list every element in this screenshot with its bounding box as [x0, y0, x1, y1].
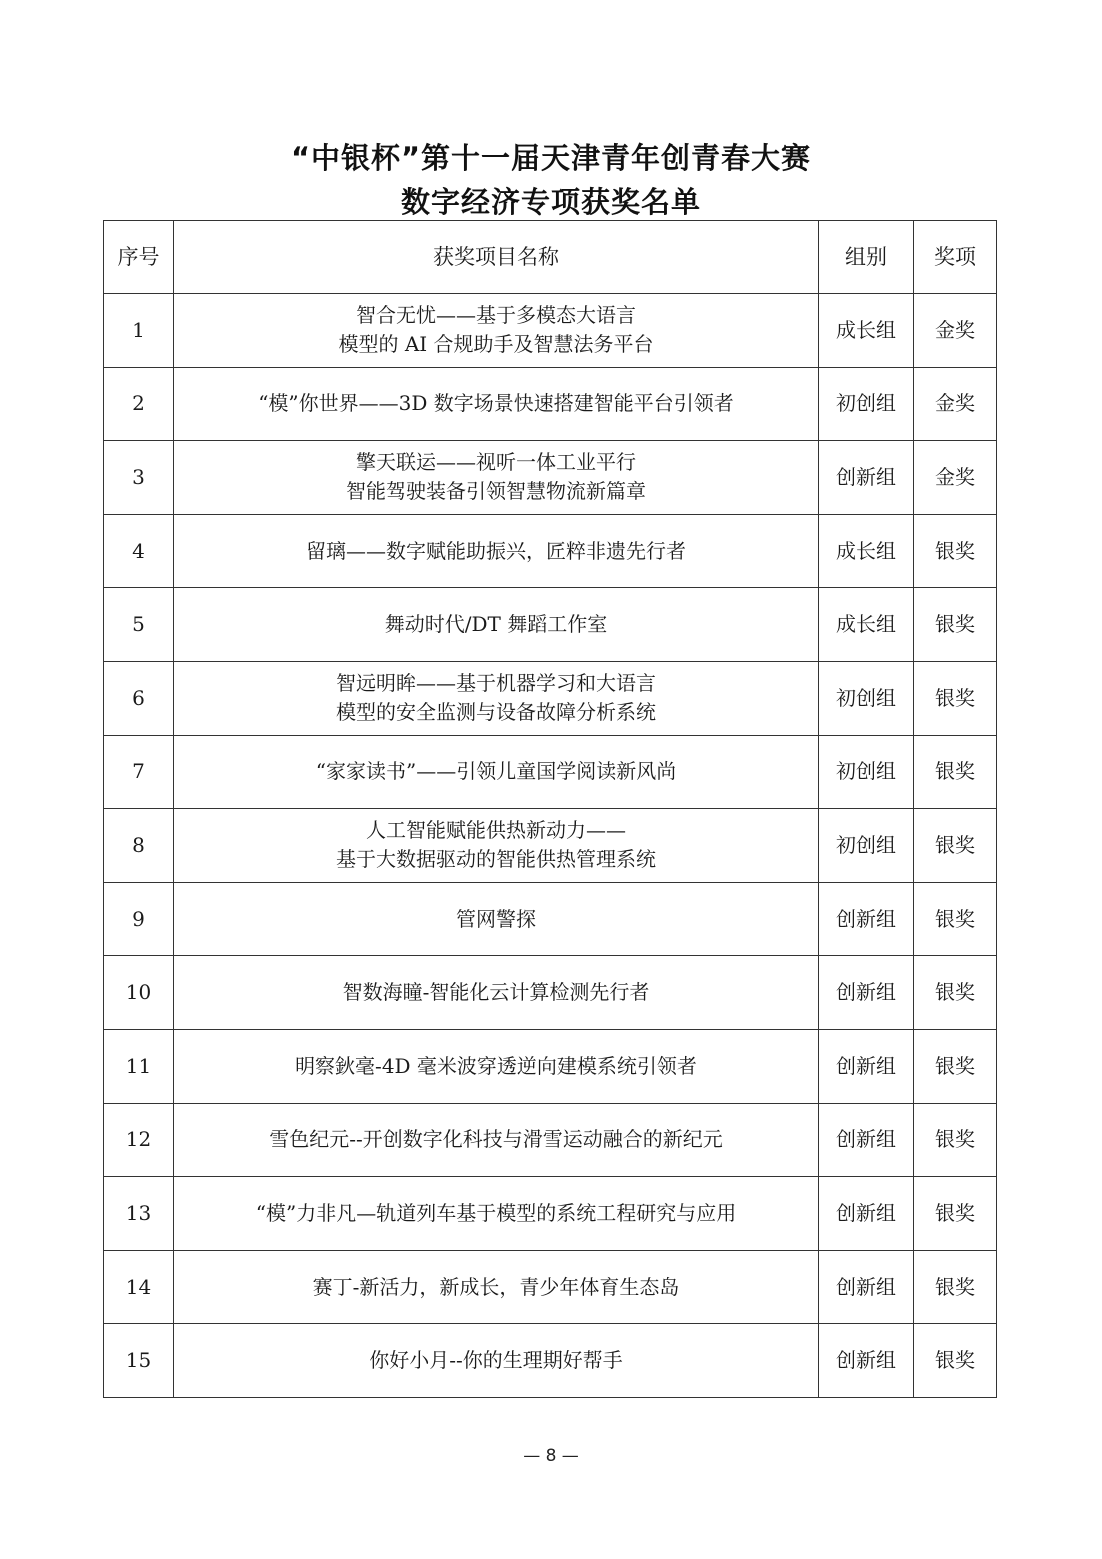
- document-subtitle: 数字经济专项获奖名单: [400, 185, 701, 219]
- group-cell: 成长组: [819, 514, 914, 588]
- project-name-line: “模”你世界——3D 数字场景快速搭建智能平台引领者: [258, 391, 734, 416]
- project-name: [174, 588, 819, 662]
- row-number: 1: [104, 294, 174, 368]
- award-cell: 银奖: [914, 661, 997, 735]
- award-cell: 金奖: [914, 367, 997, 441]
- group-cell: 成长组: [819, 588, 914, 662]
- project-name: [174, 956, 819, 1030]
- project-name-line: 你好小月--你的生理期好帮手: [369, 1348, 623, 1373]
- row-number: 15: [104, 1324, 174, 1398]
- row-number: 4: [104, 514, 174, 588]
- award-cell: 银奖: [914, 882, 997, 956]
- row-number: 14: [104, 1250, 174, 1324]
- project-name: [174, 1324, 819, 1398]
- group-cell: 成长组: [819, 294, 914, 368]
- group-cell: 创新组: [819, 882, 914, 956]
- project-name: [174, 514, 819, 588]
- award-table: [103, 220, 997, 1398]
- project-name-line: 模型的 AI 合规助手及智慧法务平台: [338, 332, 654, 357]
- table-row: [104, 661, 997, 735]
- project-name-line: “家家读书”——引领儿童国学阅读新风尚: [315, 759, 677, 784]
- award-cell: 银奖: [914, 956, 997, 1030]
- group-cell: 创新组: [819, 1029, 914, 1103]
- row-number: 10: [104, 956, 174, 1030]
- table-row: [104, 588, 997, 662]
- group-cell: 创新组: [819, 441, 914, 515]
- award-cell: 金奖: [914, 294, 997, 368]
- award-cell: 银奖: [914, 1324, 997, 1398]
- table-row: [104, 1177, 997, 1251]
- row-number: 6: [104, 661, 174, 735]
- table-row: [104, 735, 997, 809]
- row-number: 13: [104, 1177, 174, 1251]
- project-name-line: 擎天联运——视听一体工业平行: [356, 450, 636, 475]
- header-award: 奖项: [914, 221, 997, 294]
- project-name-line: 管网警探: [456, 906, 536, 931]
- project-name: [174, 1103, 819, 1177]
- project-name: [174, 735, 819, 809]
- header-no: 序号: [104, 221, 174, 294]
- group-cell: 初创组: [819, 367, 914, 441]
- award-cell: 银奖: [914, 588, 997, 662]
- table-row: [104, 514, 997, 588]
- row-number: 7: [104, 735, 174, 809]
- table-row: [104, 882, 997, 956]
- project-name: [174, 882, 819, 956]
- project-name-line: 雪色纪元--开创数字化科技与滑雪运动融合的新纪元: [269, 1127, 723, 1152]
- project-name-line: 智合无忧——基于多模态大语言: [356, 303, 636, 328]
- project-name-line: 基于大数据驱动的智能供热管理系统: [336, 847, 656, 872]
- project-name-line: 留璃——数字赋能助振兴，匠粹非遗先行者: [306, 538, 686, 563]
- project-name: [174, 441, 819, 515]
- table-row: [104, 294, 997, 368]
- table-row: [104, 1250, 997, 1324]
- table-header-row: [104, 221, 997, 294]
- project-name-line: 人工智能赋能供热新动力——: [366, 818, 626, 843]
- project-name: [174, 1177, 819, 1251]
- group-cell: 初创组: [819, 661, 914, 735]
- row-number: 11: [104, 1029, 174, 1103]
- project-name-line: 赛丁-新活力，新成长，青少年体育生态岛: [312, 1274, 680, 1299]
- award-cell: 银奖: [914, 1177, 997, 1251]
- header-name: 获奖项目名称: [174, 221, 819, 294]
- table-row: [104, 809, 997, 883]
- award-cell: 银奖: [914, 1103, 997, 1177]
- award-cell: 银奖: [914, 1250, 997, 1324]
- award-cell: 金奖: [914, 441, 997, 515]
- table-row: [104, 956, 997, 1030]
- table-row: [104, 441, 997, 515]
- document-title: “中银杯”第十一届天津青年创青春大赛: [290, 141, 812, 175]
- award-cell: 银奖: [914, 1029, 997, 1103]
- project-name-line: “模”力非凡—轨道列车基于模型的系统工程研究与应用: [255, 1200, 737, 1225]
- header-group: 组别: [819, 221, 914, 294]
- project-name: [174, 661, 819, 735]
- award-table-body: [104, 294, 997, 1398]
- project-name-line: 舞动时代/DT 舞蹈工作室: [384, 612, 608, 637]
- project-name-line: 智数海瞳-智能化云计算检测先行者: [342, 980, 650, 1005]
- group-cell: 创新组: [819, 1250, 914, 1324]
- project-name: [174, 1250, 819, 1324]
- row-number: 5: [104, 588, 174, 662]
- award-cell: 银奖: [914, 514, 997, 588]
- project-name: [174, 367, 819, 441]
- row-number: 12: [104, 1103, 174, 1177]
- group-cell: 创新组: [819, 956, 914, 1030]
- table-row: [104, 1324, 997, 1398]
- table-row: [104, 1029, 997, 1103]
- project-name-line: 模型的安全监测与设备故障分析系统: [336, 700, 656, 725]
- project-name: [174, 809, 819, 883]
- award-cell: 银奖: [914, 809, 997, 883]
- project-name-line: 智能驾驶装备引领智慧物流新篇章: [346, 479, 646, 504]
- project-name: [174, 1029, 819, 1103]
- project-name-line: 明察鈥毫-4D 毫米波穿透逆向建模系统引领者: [295, 1053, 697, 1078]
- page-number: — 8 —: [523, 1446, 579, 1466]
- row-number: 3: [104, 441, 174, 515]
- project-name: [174, 294, 819, 368]
- row-number: 9: [104, 882, 174, 956]
- table-row: [104, 367, 997, 441]
- group-cell: 创新组: [819, 1177, 914, 1251]
- row-number: 2: [104, 367, 174, 441]
- group-cell: 创新组: [819, 1103, 914, 1177]
- award-cell: 银奖: [914, 735, 997, 809]
- table-row: [104, 1103, 997, 1177]
- row-number: 8: [104, 809, 174, 883]
- group-cell: 初创组: [819, 735, 914, 809]
- group-cell: 创新组: [819, 1324, 914, 1398]
- project-name-line: 智远明眸——基于机器学习和大语言: [336, 671, 656, 696]
- group-cell: 初创组: [819, 809, 914, 883]
